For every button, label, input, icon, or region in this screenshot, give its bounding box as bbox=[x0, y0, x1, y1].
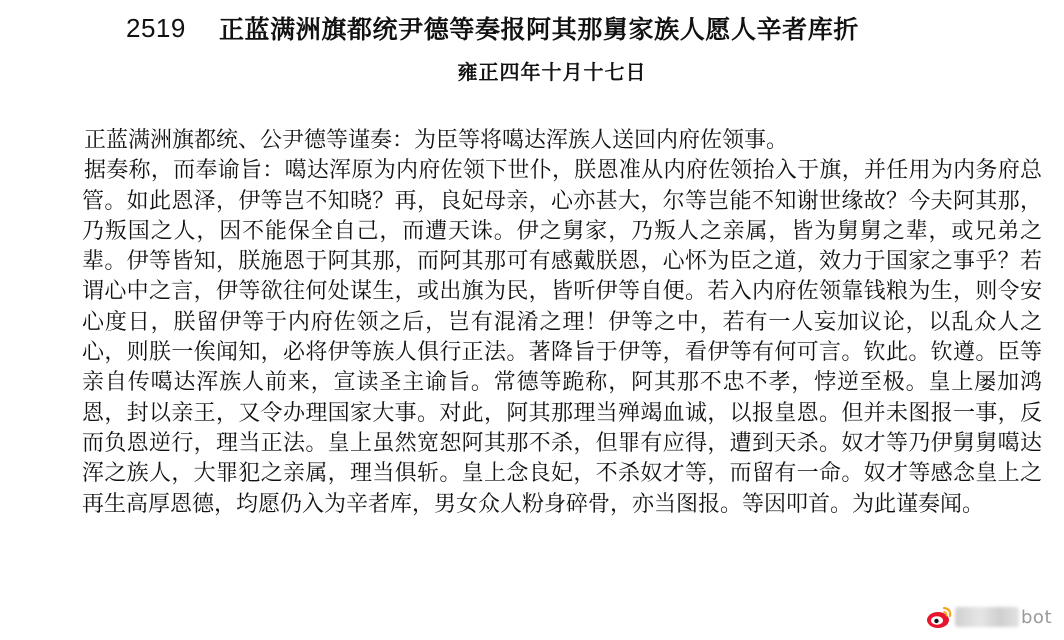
weibo-logo-icon bbox=[925, 603, 953, 631]
document-title: 正蓝满洲旗都统尹德等奏报阿其那舅家族人愿人辛者库折 bbox=[218, 15, 859, 44]
document-body bbox=[82, 126, 1042, 520]
document-number: 2519 bbox=[126, 12, 186, 43]
opening-line: 正蓝满洲旗都统、公尹德等谨奏：为臣等将噶达浑族人送回内府佐领事。 bbox=[84, 128, 789, 153]
watermark bbox=[919, 600, 1060, 634]
body-paragraph: 据奏称，而奉谕旨：噶达浑原为内府佐领下世仆，朕恩准从内府佐领抬入于旗，并任用为内务府总管。如此恩泽，伊等岂不知晓？再，良妃母亲，心亦甚大，尔等岂能不知谢世缘故？今夫阿其那，乃叛国之人，因不能保全自己，而遭天诛。伊之舅家，乃叛人之亲属，皆为舅舅之辈，或兄弟之辈。伊等皆知，朕施恩于阿其那，而阿其那可有感戴朕恩，心怀为臣之道，效力于国家之事乎？若谓心中之言，伊等欲往何处谋生，或出旗为民，皆听伊等自便。若入内府佐领靠钱粮为生，则令安心度日，朕留伊等于内府佐领之后，岂有混淆之理！伊等之中，若有一人妄加议论，以乱众人之心，则朕一俟闻知，必将伊等族人俱行正法。著降旨于伊等，看伊等有何可言。钦此。钦遵。臣等亲自传噶达浑族人前来，宣读圣主谕旨。常德等跪称，阿其那不忠不孝，悖逆至极。皇上屡加鸿恩，封以亲王，又令办理国家大事。对此，阿其那理当殚竭血诚，以报皇恩。但并未图报一事，反而负恩逆行，理当正法。皇上虽然宽恕阿其那不杀，但罪有应得，遭到天杀。奴才等乃伊舅舅噶达浑之族人，大罪犯之亲属，理当俱斩。皇上念良妃，不杀奴才等，而留有一命。奴才等感念皇上之再生高厚恩德，均愿仍入为辛者库，男女众人粉身碎骨，亦当图报。等因叩首。为此谨奏闻。 bbox=[82, 158, 1042, 517]
document-header bbox=[126, 10, 986, 46]
document-date: 雍正四年十月十七日 bbox=[457, 60, 647, 84]
watermark-blurred-handle bbox=[955, 607, 1019, 627]
watermark-text: bot bbox=[1021, 606, 1052, 628]
